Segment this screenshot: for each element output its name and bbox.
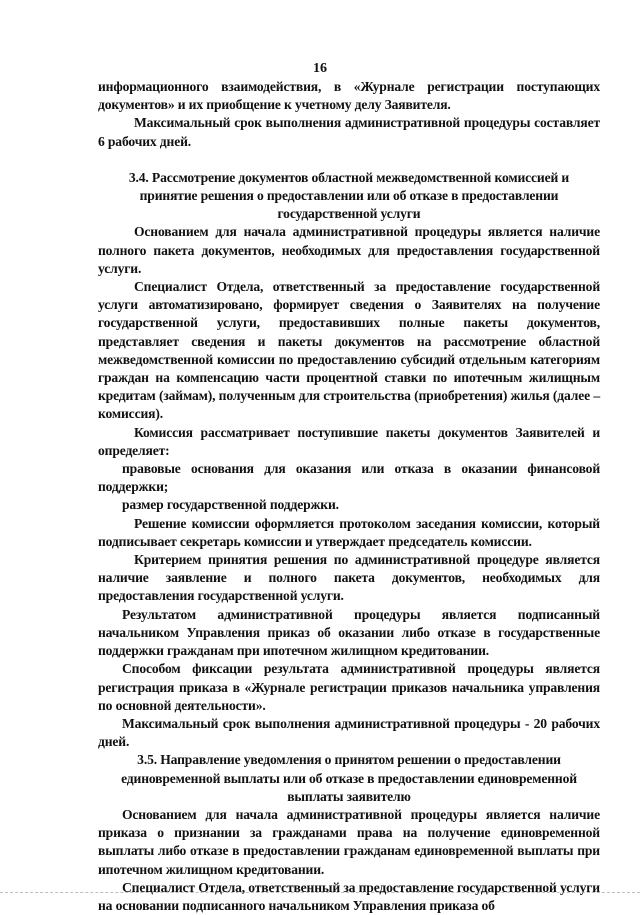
paragraph-journal-registration: информационного взаимодействия, в «Журнале регистрации поступающих документов» и их приобщение к учетному делу Заявителя. — [98, 79, 600, 113]
section-heading-3-4-line-1: 3.4. Рассмотрение документов областной межведомственной комиссией и — [128, 169, 570, 185]
section-heading-3-4-line-3: государственной услуги — [277, 206, 421, 222]
paragraph-legal-grounds: правовые основания для оказания или отказа в оказании финансовой поддержки; — [98, 461, 600, 495]
section-heading-3-4 — [98, 169, 600, 224]
paragraph-basis-full-package: Основанием для начала административной процедуры является наличие полного пакета документов, необходимых для предоставления государственной услуги. — [98, 224, 600, 276]
paragraph-max-term-6-days: Максимальный срок выполнения административной процедуры составляет 6 рабочих дней. — [98, 115, 600, 149]
paragraph-specialist-forms-data: Специалист Отдела, ответственный за предоставление государственной услуги автоматизировано, формирует сведения о Заявителях на получение государственной услуги, предоставивших полные пакеты документов, представляет сведения и пакеты документов на рассмотрение областной межведомственной комиссии по предоставлению субсидий отдельным категориям граждан на компенсацию части процентной ставки по ипотечным жилищным кредитам (займам), полученным для строительства (приобретения) жилья (далее – комиссия). — [98, 279, 600, 422]
section-heading-3-5-line-2: единовременной выплаты или об отказе в предоставлении единовременной — [121, 770, 577, 786]
paragraph-support-amount: размер государственной поддержки. — [122, 497, 339, 513]
paragraph-max-term-20-days: Максимальный срок выполнения административной процедуры - 20 рабочих дней. — [98, 715, 600, 750]
paragraph-specialist-notification: Специалист Отдела, ответственный за предоставление государственной услуги на основании подписанного начальником Управления приказа об — [98, 879, 600, 913]
paragraph-decision-criterion: Критерием принятия решения по административной процедуре является наличие заявление и полного пакета документов, необходимых для предоставления государственной услуги. — [98, 552, 600, 604]
paragraph-basis-order: Основанием для начала административной процедуры является наличие приказа о признании за гражданами права на получение единовременной выплаты либо отказе в предоставлении гражданам единовременной выплаты при ипотечном жилищном кредитовании. — [98, 806, 600, 877]
paragraph-commission-decision: Решение комиссии оформляется протоколом заседания комиссии, который подписывает секретарь комиссии и утверждает председатель комиссии. — [98, 515, 600, 549]
paragraph-procedure-result: Результатом административной процедуры является подписанный начальником Управления приказ об оказании либо отказе в государственные поддержки гражданам при ипотечном жилищном кредитовании. — [98, 606, 600, 659]
paragraph-commission-reviews: Комиссия рассматривает поступившие пакеты документов Заявителей и определяет: — [98, 424, 600, 458]
section-heading-3-5-line-3: выплаты заявителю — [287, 788, 411, 804]
section-heading-3-5 — [98, 751, 600, 806]
page-number: 16 — [313, 61, 327, 76]
paragraph-result-fixation: Способом фиксации результата административной процедуры является регистрация приказа в «Журнале регистрации приказов начальника управления по основной деятельности». — [98, 661, 600, 713]
scan-bottom-edge — [0, 892, 640, 893]
section-heading-3-5-line-1: 3.5. Направление уведомления о принятом решении о предоставлении — [137, 752, 561, 768]
document-body — [98, 78, 600, 915]
section-heading-3-4-line-2: принятие решения о предоставлении или об отказе в предоставлении — [139, 188, 559, 204]
